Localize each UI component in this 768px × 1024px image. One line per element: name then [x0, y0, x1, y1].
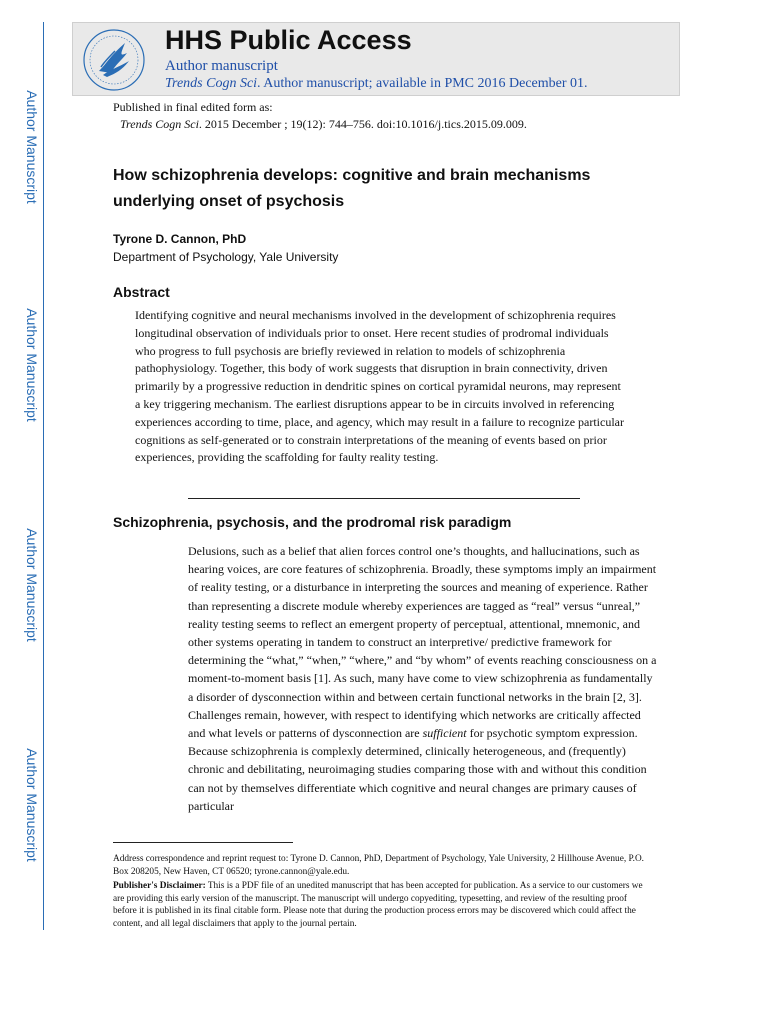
banner-journal-line: [165, 76, 588, 92]
section-divider: [188, 498, 580, 499]
hhs-eagle-seal-icon: [81, 27, 147, 93]
abstract-heading: Abstract: [113, 284, 170, 300]
side-label-author-manuscript: Author Manuscript: [24, 90, 41, 204]
author-affiliation: Department of Psychology, Yale University: [113, 250, 339, 264]
citation-line: [120, 117, 527, 132]
banner-subtitle: Author manuscript: [165, 58, 278, 74]
side-label-author-manuscript: Author Manuscript: [24, 308, 41, 422]
published-in-label: Published in final edited form as:: [113, 100, 273, 114]
banner-title: HHS Public Access: [165, 25, 412, 55]
publisher-disclaimer: [113, 880, 653, 930]
correspondence-footnote: Address correspondence and reprint request to: Tyrone D. Cannon, PhD, Department of Psychology, Yale University, 2 Hillhouse Avenue, P.O. Box 208205, New Haven, CT 06520; tyrone.cannon@yale.edu.: [113, 854, 644, 877]
section-heading: Schizophrenia, psychosis, and the prodromal risk paradigm: [113, 514, 512, 530]
citation-details: . 2015 December ; 19(12): 744–756. doi:10.1016/j.tics.2015.09.009.: [198, 117, 527, 131]
side-label-author-manuscript: Author Manuscript: [24, 748, 41, 862]
section-body-text: Delusions, such as a belief that alien forces control one’s thoughts, and hallucinations, such as hearing voices, are core features of schizophrenia. Broadly, these symptoms imply an impairment of reality testing, or a disturbance in interpreting the sources and meaning of experience. Rather than representing a discrete module whereby experiences are tagged as “real” versus “unreal,” reality testing seems to reflect an emergent property of perceptual, attentional, mnemonic, and other systems operating in tandem to construct an interpretive/ predictive framework for determining the “what,” “when,” “where,” and “by whom” of events reaching consciousness on a moment-to-moment basis [1]. As such, many have come to view schizophrenia as fundamentally a disorder of dysconnection within and between certain functional networks in the brain [2, 3]. Challenges remain, however, with respect to identifying which networks are critically affected and what levels or patterns of dysconnection are sufficient for psychotic symptom expression. Because schizophrenia is complexly determined, clinically heterogeneous, and (frequently) chronic and debilitating, neuroimaging studies comparing those with and without this condition can not by themselves differentiate which cognitive and neural changes are primary causes of particular: [188, 544, 657, 813]
banner-journal-suffix: . Author manuscript; available in PMC 2016 December 01.: [257, 76, 588, 91]
footnote-rule: [113, 842, 293, 843]
citation-journal: Trends Cogn Sci: [120, 117, 199, 131]
italic-emphasis: sufficient: [422, 726, 467, 741]
article-title: How schizophrenia develops: cognitive and brain mechanisms underlying onset of psychosis: [113, 167, 591, 210]
abstract-text: Identifying cognitive and neural mechanisms involved in the development of schizophrenia requires longitudinal observation of individuals prior to onset. Here recent studies of prodromal individuals who progress to full psychosis are briefly reviewed in relation to models of schizophrenia pathophysiology. Together, this body of work suggests that disruption in brain connectivity, driven primarily by a progressive reduction in dendritic spines on cortical pyramidal neurons, may represent a key triggering mechanism. The earliest disruptions appear to be in circuits involved in referencing experiences according to time, place, and agency, which may result in a failure to recognize particular cognitions as self-generated or to constrain interpretations of the meaning of events based on prior experiences, providing the scaffolding for faulty reality testing.: [135, 308, 624, 465]
hhs-banner: [72, 22, 680, 96]
author-name: Tyrone D. Cannon, PhD: [113, 232, 247, 246]
banner-journal-abbrev: Trends Cogn Sci: [165, 76, 258, 91]
disclaimer-label: Publisher's Disclaimer:: [113, 881, 206, 891]
disclaimer-text: This is a PDF file of an unedited manuscript that has been accepted for publication. As a service to our customers we are providing this early version of the manuscript. The manuscript will undergo copyediting, typesetting, and review of the resulting proof before it is published in its final citable form. Please note that during the production process errors may be discovered which could affect the content, and all legal disclaimers that apply to the journal pertain.: [113, 881, 643, 929]
side-label-author-manuscript: Author Manuscript: [24, 528, 41, 642]
